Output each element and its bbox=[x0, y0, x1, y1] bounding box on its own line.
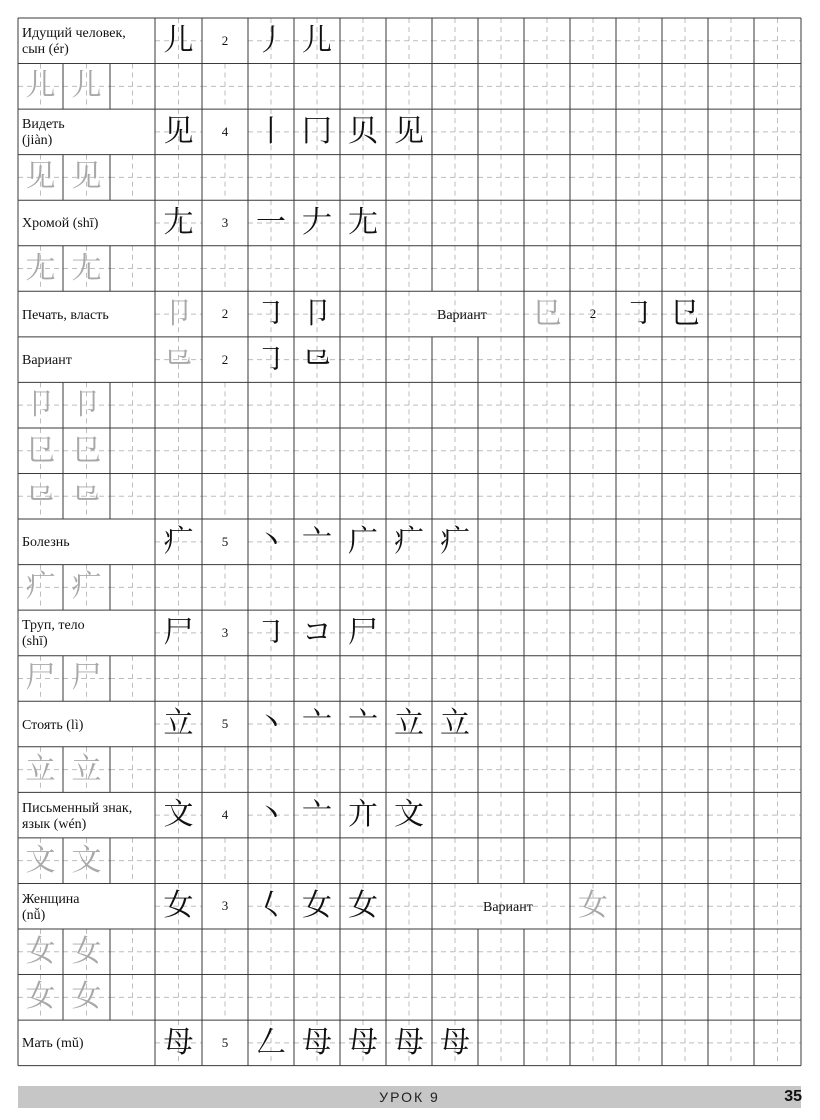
practice-trace-char: 女 bbox=[71, 933, 102, 969]
stroke-step: 𠂇 bbox=[302, 204, 332, 240]
radical-char-cell bbox=[155, 701, 202, 747]
radical-label: Мать (mǔ) bbox=[22, 1036, 84, 1052]
practice-trace-char: 疒 bbox=[25, 569, 56, 605]
practice-trace-cell bbox=[18, 975, 63, 1021]
practice-trace-char: 立 bbox=[71, 751, 102, 787]
radical-char-cell bbox=[155, 337, 202, 383]
stroke-count-cell bbox=[202, 883, 248, 929]
stroke-count: 4 bbox=[221, 123, 229, 139]
footer-bar bbox=[18, 1086, 801, 1108]
stroke-step: ㇆ bbox=[256, 296, 286, 332]
radical-char: 母 bbox=[163, 1024, 194, 1060]
stroke-step-cell bbox=[294, 18, 340, 64]
stroke-count: 3 bbox=[221, 898, 229, 914]
practice-trace-char: 立 bbox=[25, 751, 56, 787]
stroke-step-cell bbox=[386, 519, 432, 565]
stroke-count-cell bbox=[202, 1020, 248, 1066]
stroke-step-cell bbox=[248, 18, 294, 64]
stroke-step: 母 bbox=[302, 1024, 332, 1060]
practice-trace-cell bbox=[63, 656, 110, 702]
stroke-step-cell bbox=[248, 519, 294, 565]
practice-trace-char: 女 bbox=[25, 933, 56, 969]
practice-trace-cell bbox=[63, 929, 110, 975]
radical-label: Стоять (lì) bbox=[22, 717, 84, 733]
stroke-step-cell bbox=[432, 519, 478, 565]
stroke-count-cell bbox=[202, 519, 248, 565]
stroke-step-cell bbox=[248, 701, 294, 747]
stroke-step-cell bbox=[248, 610, 294, 656]
stroke-step: 𡿨 bbox=[256, 888, 286, 924]
radical-char: 文 bbox=[163, 797, 194, 833]
stroke-count: 3 bbox=[221, 214, 229, 230]
radical-char-cell bbox=[155, 291, 202, 337]
practice-trace-cell bbox=[18, 246, 63, 292]
radical-char: 疒 bbox=[163, 523, 194, 559]
practice-trace-cell bbox=[18, 382, 63, 428]
radical-char-cell bbox=[155, 883, 202, 929]
stroke-step: 母 bbox=[394, 1024, 424, 1060]
stroke-count-cell bbox=[202, 200, 248, 246]
stroke-step-cell bbox=[248, 1020, 294, 1066]
stroke-step: 亠 bbox=[302, 797, 332, 833]
variant-label: Вариант bbox=[483, 899, 533, 915]
stroke-step: 亠 bbox=[302, 523, 332, 559]
practice-trace-char: 疒 bbox=[71, 569, 102, 605]
stroke-step: 冂 bbox=[302, 113, 332, 149]
stroke-step-cell bbox=[248, 200, 294, 246]
stroke-step-cell bbox=[432, 1020, 478, 1066]
stroke-step: 丶 bbox=[256, 706, 286, 742]
stroke-step-cell bbox=[248, 291, 294, 337]
practice-trace-cell bbox=[63, 64, 110, 110]
stroke-step: 文 bbox=[394, 797, 424, 833]
stroke-step-cell bbox=[294, 883, 340, 929]
radical-label: Видеть (jiàn) bbox=[22, 117, 65, 149]
practice-trace-char: 儿 bbox=[71, 68, 102, 104]
stroke-step-cell bbox=[432, 701, 478, 747]
stroke-step-cell bbox=[340, 792, 386, 838]
stroke-step: 一 bbox=[256, 204, 286, 240]
stroke-step: 亠 bbox=[302, 706, 332, 742]
practice-trace-cell bbox=[18, 474, 63, 520]
radical-char: ⺋ bbox=[163, 341, 194, 377]
practice-trace-char: 卩 bbox=[25, 387, 56, 423]
stroke-step: 尢 bbox=[348, 204, 378, 240]
stroke-count: 3 bbox=[221, 624, 229, 640]
stroke-step-cell bbox=[294, 792, 340, 838]
stroke-step-cell bbox=[340, 883, 386, 929]
practice-trace-cell bbox=[18, 656, 63, 702]
radical-char-cell bbox=[155, 792, 202, 838]
stroke-count: 4 bbox=[221, 807, 229, 823]
stroke-step: 女 bbox=[348, 888, 378, 924]
practice-trace-cell bbox=[63, 565, 110, 611]
stroke-step: 亣 bbox=[348, 797, 378, 833]
practice-trace-cell bbox=[18, 155, 63, 201]
radical-char: 尸 bbox=[163, 614, 194, 650]
radical-char-cell bbox=[155, 1020, 202, 1066]
stroke-step: コ bbox=[302, 614, 332, 650]
practice-trace-char: 文 bbox=[71, 842, 102, 878]
practice-trace-cell bbox=[63, 246, 110, 292]
variant-label: Вариант bbox=[437, 307, 487, 323]
variant-stroke-count-cell bbox=[570, 291, 616, 337]
radical-char-cell bbox=[155, 610, 202, 656]
practice-trace-cell bbox=[63, 428, 110, 474]
stroke-step-cell bbox=[294, 1020, 340, 1066]
stroke-count-cell bbox=[202, 701, 248, 747]
radical-char: 立 bbox=[163, 706, 194, 742]
variant-stroke-step-cell bbox=[662, 291, 708, 337]
stroke-step: 丶 bbox=[256, 797, 286, 833]
stroke-step: 母 bbox=[440, 1024, 470, 1060]
stroke-step: 疒 bbox=[394, 523, 424, 559]
stroke-step-cell bbox=[248, 883, 294, 929]
practice-trace-cell bbox=[18, 565, 63, 611]
stroke-step: 女 bbox=[302, 888, 332, 924]
radical-label: Идущий человек, сын (ér) bbox=[22, 26, 126, 58]
stroke-step: 儿 bbox=[302, 22, 332, 58]
stroke-count-cell bbox=[202, 337, 248, 383]
variant-char-cell bbox=[570, 883, 616, 929]
lesson-title: УРОК 9 bbox=[379, 1089, 440, 1105]
stroke-step: 卩 bbox=[302, 296, 332, 332]
radical-label: Вариант bbox=[22, 353, 72, 369]
stroke-count: 5 bbox=[221, 1034, 229, 1050]
practice-trace-char: 㔾 bbox=[71, 432, 102, 468]
stroke-count-cell bbox=[202, 291, 248, 337]
practice-trace-cell bbox=[18, 747, 63, 793]
practice-trace-cell bbox=[63, 975, 110, 1021]
radical-label: Письменный знак, язык (wén) bbox=[22, 800, 133, 832]
stroke-step-cell bbox=[248, 792, 294, 838]
stroke-count: 2 bbox=[221, 32, 229, 48]
stroke-step-cell bbox=[386, 701, 432, 747]
stroke-step-cell bbox=[248, 109, 294, 155]
stroke-step-cell bbox=[340, 701, 386, 747]
practice-trace-char: 㔾 bbox=[25, 432, 56, 468]
stroke-count: 2 bbox=[221, 351, 229, 367]
stroke-step-cell bbox=[386, 109, 432, 155]
variant-char-cell bbox=[524, 291, 570, 337]
practice-trace-char: 女 bbox=[71, 979, 102, 1015]
stroke-step: 丿 bbox=[256, 22, 286, 58]
stroke-step: 贝 bbox=[348, 113, 378, 149]
practice-trace-cell bbox=[18, 428, 63, 474]
stroke-step-cell bbox=[294, 610, 340, 656]
stroke-step: 母 bbox=[348, 1024, 378, 1060]
radical-char: 见 bbox=[163, 113, 194, 149]
stroke-step-cell bbox=[386, 792, 432, 838]
practice-trace-cell bbox=[63, 474, 110, 520]
radical-label: Болезнь bbox=[22, 535, 70, 551]
stroke-step: 丨 bbox=[256, 113, 286, 149]
practice-trace-cell bbox=[63, 155, 110, 201]
practice-trace-char: 儿 bbox=[25, 68, 56, 104]
radical-label: Хромой (shī) bbox=[22, 216, 99, 232]
radical-label: Женщина (nǚ) bbox=[22, 891, 80, 923]
practice-trace-cell bbox=[18, 929, 63, 975]
radical-char: 卩 bbox=[163, 296, 194, 332]
radical-char: 女 bbox=[163, 888, 194, 924]
practice-trace-char: 尸 bbox=[71, 660, 102, 696]
practice-trace-char: 见 bbox=[25, 159, 56, 195]
variant-stroke-count: 2 bbox=[589, 306, 597, 322]
stroke-count-cell bbox=[202, 109, 248, 155]
stroke-step: 疒 bbox=[440, 523, 470, 559]
practice-trace-cell bbox=[63, 382, 110, 428]
stroke-step-cell bbox=[294, 519, 340, 565]
stroke-step-cell bbox=[294, 109, 340, 155]
radical-char-cell bbox=[155, 18, 202, 64]
variant-stroke-step-cell bbox=[616, 291, 662, 337]
stroke-step: 尸 bbox=[348, 614, 378, 650]
variant-stroke-step: ㇆ bbox=[624, 296, 654, 332]
stroke-step-cell bbox=[294, 701, 340, 747]
radical-label: Труп, тело (shī) bbox=[22, 618, 85, 650]
stroke-step-cell bbox=[294, 200, 340, 246]
radical-char-cell bbox=[155, 519, 202, 565]
stroke-step-cell bbox=[294, 291, 340, 337]
practice-trace-char: 尢 bbox=[71, 250, 102, 286]
stroke-step: ㇆ bbox=[256, 341, 286, 377]
practice-trace-char: 卩 bbox=[71, 387, 102, 423]
stroke-step: 丶 bbox=[256, 523, 286, 559]
stroke-step: ㇆ bbox=[256, 614, 286, 650]
practice-trace-char: 见 bbox=[71, 159, 102, 195]
stroke-step: 广 bbox=[348, 523, 378, 559]
variant-char: 女 bbox=[578, 888, 608, 924]
stroke-step: 见 bbox=[394, 113, 424, 149]
practice-trace-char: ⺋ bbox=[71, 478, 102, 514]
radical-char-cell bbox=[155, 200, 202, 246]
practice-trace-char: 女 bbox=[25, 979, 56, 1015]
stroke-step-cell bbox=[386, 1020, 432, 1066]
stroke-step: 𠃋 bbox=[256, 1024, 286, 1060]
radical-char: 尢 bbox=[163, 204, 194, 240]
practice-trace-cell bbox=[63, 747, 110, 793]
stroke-count: 5 bbox=[221, 533, 229, 549]
practice-trace-cell bbox=[63, 838, 110, 884]
practice-trace-cell bbox=[18, 64, 63, 110]
stroke-step-cell bbox=[340, 610, 386, 656]
practice-trace-char: 文 bbox=[25, 842, 56, 878]
variant-stroke-step: 㔾 bbox=[670, 296, 700, 332]
stroke-step: 立 bbox=[394, 706, 424, 742]
stroke-count-cell bbox=[202, 18, 248, 64]
practice-trace-char: 尸 bbox=[25, 660, 56, 696]
stroke-count-cell bbox=[202, 610, 248, 656]
stroke-count-cell bbox=[202, 792, 248, 838]
practice-trace-char: 尢 bbox=[25, 250, 56, 286]
variant-char: 㔾 bbox=[532, 296, 562, 332]
radical-char-cell bbox=[155, 109, 202, 155]
stroke-step: 立 bbox=[440, 706, 470, 742]
stroke-count: 2 bbox=[221, 306, 229, 322]
practice-trace-cell bbox=[18, 838, 63, 884]
stroke-count: 5 bbox=[221, 716, 229, 732]
practice-trace-char: ⺋ bbox=[25, 478, 56, 514]
stroke-step: 亠 bbox=[348, 706, 378, 742]
radical-label: Печать, власть bbox=[22, 307, 109, 323]
radical-char: 儿 bbox=[163, 22, 194, 58]
stroke-step-cell bbox=[340, 1020, 386, 1066]
stroke-step-cell bbox=[340, 519, 386, 565]
stroke-step-cell bbox=[340, 109, 386, 155]
page-number: 35 bbox=[784, 1088, 802, 1105]
stroke-step: ⺋ bbox=[302, 341, 332, 377]
stroke-step-cell bbox=[340, 200, 386, 246]
stroke-step-cell bbox=[248, 337, 294, 383]
stroke-step-cell bbox=[294, 337, 340, 383]
